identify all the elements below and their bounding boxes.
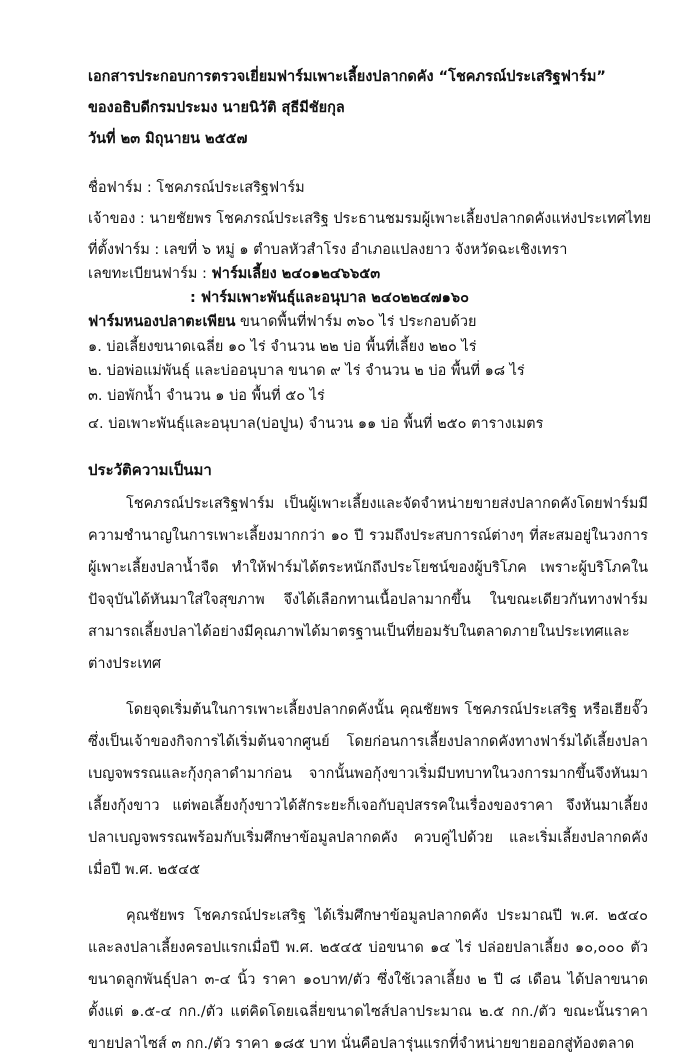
farm-name: ชื่อฟาร์ม : โชคภรณ์ประเสริฐฟาร์ม xyxy=(88,180,305,196)
history-body xyxy=(88,488,648,1060)
ponds-intro xyxy=(88,311,477,333)
pond-item: ๒. บ่อพ่อแม่พันธุ์ และบ่ออนุบาล ขนาด ๙ ไร่ จำนวน ๒ บ่อ พื้นที่ ๑๘ ไร่ xyxy=(88,363,525,379)
farm-owner: เจ้าของ : นายชัยพร โชคภรณ์ประเสริฐ ประธานชมรมผู้เพาะเลี้ยงปลากดคังแห่งประเทศไทย xyxy=(88,211,652,227)
history-paragraph-3: คุณชัยพร โชคภรณ์ประเสริฐ ได้เริ่มศึกษาข้อมูลปลากดคัง ประมาณปี พ.ศ. ๒๕๔๐ และลงปลาเลี้ยงครอปแรกเมื่อปี พ.ศ. ๒๕๔๕ บ่อขนาด ๑๔ ไร่ ปล่อยปลาเลี้ยง ๑๐,๐๐๐ ตัว ขนาดลูกพันธุ์ปลา ๓-๔ นิ้ว ราคา ๑๐บาท/ตัว ซึ่งใช้เวลาเลี้ยง ๒ ปี ๘ เดือน ได้ปลาขนาดตั้งแต่ ๑.๕-๔ กก./ตัว แต่คิดโดยเฉลี่ยขนาดไซส์ปลาประมาณ ๒.๕ กก./ตัว ขณะนั้นราคาขายปลาไซส์ ๓ กก./ตัว ราคา ๑๘๕ บาท นั่นคือปลารุ่นแรกที่จำหน่ายขายออกสู่ท้องตลาด xyxy=(88,908,648,1052)
farm-registration xyxy=(88,263,380,285)
ponds-intro-farm: ฟาร์มหนองปลาตะเพียน xyxy=(88,314,236,330)
ponds-intro-text: ขนาดพื้นที่ฟาร์ม ๓๖๐ ไร่ ประกอบด้วย xyxy=(235,314,477,330)
doc-date: วันที่ ๒๓ มิถุนายน ๒๕๕๗ xyxy=(88,131,248,147)
doc-title-line-2: ของอธิบดีกรมประมง นายนิวัติ สุธีมีชัยกุล xyxy=(88,100,345,116)
pond-item: ๑. บ่อเลี้ยงขนาดเฉลี่ย ๑๐ ไร่ จำนวน ๒๒ บ่อ พื้นที่เลี้ยง ๒๒๐ ไร่ xyxy=(88,339,477,355)
farm-registration-1: ฟาร์มเลี้ยง ๒๔๐๑๒๔๖๖๕๓ xyxy=(211,266,381,282)
pond-item: ๓. บ่อพักน้ำ จำนวน ๑ บ่อ พื้นที่ ๕๐ ไร่ xyxy=(88,388,325,404)
farm-location: ที่ตั้งฟาร์ม : เลขที่ ๖ หมู่ ๑ ตำบลหัวสำโรง อำเภอแปลงยาว จังหวัดฉะเชิงเทรา xyxy=(88,242,568,258)
pond-item: ๔. บ่อเพาะพันธุ์และอนุบาล(บ่อปูน) จำนวน ๑๑ บ่อ พื้นที่ ๒๕๐ ตารางเมตร xyxy=(88,416,544,432)
farm-registration-label: เลขทะเบียนฟาร์ม : xyxy=(88,266,212,282)
history-heading: ประวัติความเป็นมา xyxy=(88,461,212,479)
history-paragraph-2: โดยจุดเริ่มต้นในการเพาะเลี้ยงปลากดคังนั้น คุณชัยพร โชคภรณ์ประเสริฐ หรือเฮียจั๊ว ซึ่งเป็นเจ้าของกิจการได้เริ่มต้นจากศูนย์ โดยก่อนการเลี้ยงปลากดคังทางฟาร์มได้เลี้ยงปลาเบญจพรรณและกุ้งกุลาดำมาก่อน จากนั้นพอกุ้งขาวเริ่มมีบทบาทในวงการมากขึ้นจึงหันมาเลี้ยงกุ้งขาว แต่พอเลี้ยงกุ้งขาวได้สักระยะก็เจอกับอุปสรรคในเรื่องของราคา จึงหันมาเลี้ยงปลาเบญจพรรณพร้อมกับเริ่มศึกษาข้อมูลปลากดคัง ควบคู่ไปด้วย และเริ่มเลี้ยงปลากดคังเมื่อปี พ.ศ. ๒๕๔๕ xyxy=(88,702,648,878)
doc-title-line-1: เอกสารประกอบการตรวจเยี่ยมฟาร์มเพาะเลี้ยงปลากดคัง “โชคภรณ์ประเสริฐฟาร์ม” xyxy=(88,69,606,85)
history-paragraph-1: โชคภรณ์ประเสริฐฟาร์ม เป็นผู้เพาะเลี้ยงและจัดจำหน่ายขายส่งปลากดคังโดยฟาร์มมีความชำนาญในการเพาะเลี้ยงมากกว่า ๑๐ ปี รวมถึงประสบการณ์ต่างๆ ที่สะสมอยู่ในวงการผู้เพาะเลี้ยงปลาน้ำจืด ทำให้ฟาร์มได้ตระหนักถึงประโยชน์ของผู้บริโภค เพราะผู้บริโภคในปัจจุบันได้หันมาใส่ใจสุขภาพ จึงได้เลือกทานเนื้อปลามากขึ้น ในขณะเดียวกันทางฟาร์มสามารถเลี้ยงปลาได้อย่างมีคุณภาพได้มาตรฐานเป็นที่ยอมรับในตลาดภายในประเทศและต่างประเทศ xyxy=(88,496,648,672)
farm-registration-2: : ฟาร์มเพาะพันธุ์และอนุบาล ๒๔๐๒๒๔๗๑๖๐ xyxy=(190,290,469,306)
